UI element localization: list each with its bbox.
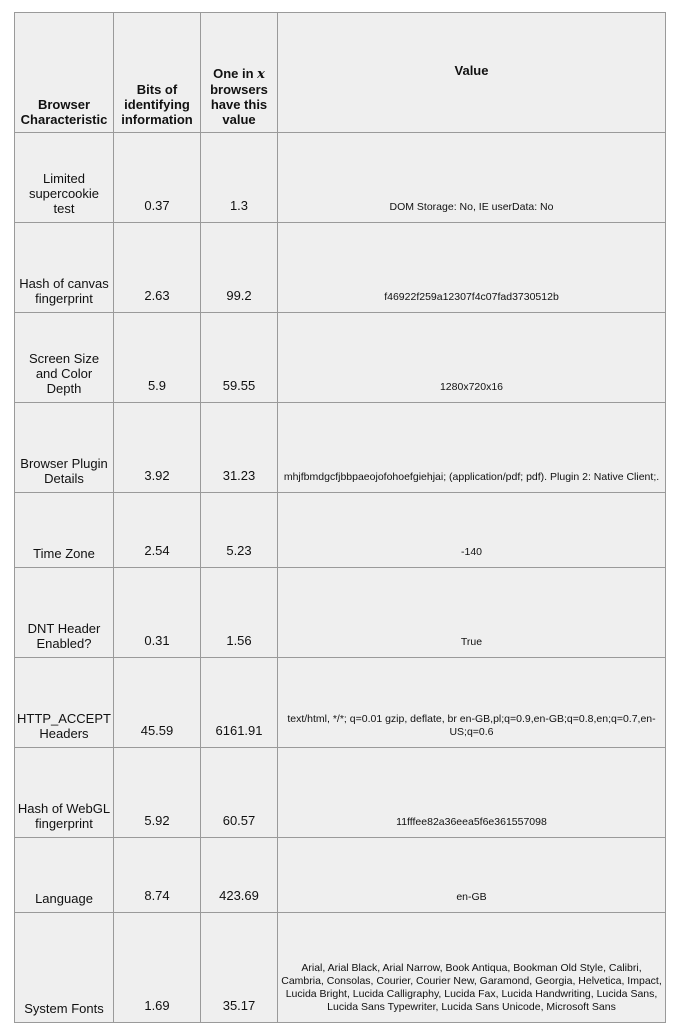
- row-bits: 5.9: [114, 313, 201, 403]
- table-row: [15, 133, 666, 223]
- row-bits: 45.59: [114, 658, 201, 748]
- row-bits: 5.92: [114, 748, 201, 838]
- table-row: [15, 748, 666, 838]
- table-row: [15, 493, 666, 568]
- row-value: mhjfbmdgcfjbbpaeojofohoefgiehjai; (application/pdf; pdf). Plugin 2: Native Client;.: [278, 403, 666, 493]
- row-value: True: [278, 568, 666, 658]
- row-value: text/html, */*; q=0.01 gzip, deflate, br en-GB,pl;q=0.9,en-GB;q=0.8,en;q=0.7,en-US;q=0.6: [278, 658, 666, 748]
- row-value: Arial, Arial Black, Arial Narrow, Book Antiqua, Bookman Old Style, Calibri, Cambria, Consolas, Courier, Courier New, Garamond, Georgia, Helvetica, Impact, Lucida Bright, Lucida Calligraphy, Lucida Fax, Lucida Handwriting, Lucida Sans, Lucida Sans Typewriter, Lucida Sans Unicode, Microsoft Sans: [278, 913, 666, 1023]
- row-value: en-GB: [278, 838, 666, 913]
- header-row: [15, 13, 666, 133]
- row-one-in-x: 1.3: [201, 133, 278, 223]
- row-value: f46922f259a12307f4c07fad3730512b: [278, 223, 666, 313]
- row-bits: 2.63: [114, 223, 201, 313]
- row-characteristic: Limited supercookie test: [15, 133, 114, 223]
- header-one-in-suffix: browsers have this value: [210, 82, 268, 127]
- row-one-in-x: 59.55: [201, 313, 278, 403]
- table-row: [15, 403, 666, 493]
- table-row: [15, 313, 666, 403]
- row-value: 1280x720x16: [278, 313, 666, 403]
- row-bits: 3.92: [114, 403, 201, 493]
- row-characteristic: Hash of WebGL fingerprint: [15, 748, 114, 838]
- header-one-in-x-browsers: [201, 13, 278, 133]
- row-one-in-x: 6161.91: [201, 658, 278, 748]
- table-row: [15, 658, 666, 748]
- header-browser-characteristic: Browser Characteristic: [15, 13, 114, 133]
- row-one-in-x: 31.23: [201, 403, 278, 493]
- row-one-in-x: 35.17: [201, 913, 278, 1023]
- row-characteristic: Language: [15, 838, 114, 913]
- row-characteristic: Hash of canvas fingerprint: [15, 223, 114, 313]
- header-x-variable: x: [257, 67, 265, 82]
- row-characteristic: System Fonts: [15, 913, 114, 1023]
- row-bits: 0.31: [114, 568, 201, 658]
- row-one-in-x: 1.56: [201, 568, 278, 658]
- table-row: [15, 223, 666, 313]
- row-characteristic: DNT Header Enabled?: [15, 568, 114, 658]
- header-bits-of-information: Bits of identifying information: [114, 13, 201, 133]
- row-one-in-x: 60.57: [201, 748, 278, 838]
- table-row: [15, 913, 666, 1023]
- row-one-in-x: 99.2: [201, 223, 278, 313]
- row-characteristic: HTTP_ACCEPT Headers: [15, 658, 114, 748]
- row-value: -140: [278, 493, 666, 568]
- header-one-in-prefix: One in: [213, 66, 254, 81]
- row-bits: 8.74: [114, 838, 201, 913]
- row-characteristic: Browser Plugin Details: [15, 403, 114, 493]
- row-value: 11fffee82a36eea5f6e361557098: [278, 748, 666, 838]
- row-one-in-x: 5.23: [201, 493, 278, 568]
- row-value: DOM Storage: No, IE userData: No: [278, 133, 666, 223]
- table-row: [15, 838, 666, 913]
- row-characteristic: Time Zone: [15, 493, 114, 568]
- row-bits: 1.69: [114, 913, 201, 1023]
- row-bits: 0.37: [114, 133, 201, 223]
- header-value: Value: [278, 13, 666, 133]
- row-one-in-x: 423.69: [201, 838, 278, 913]
- row-characteristic: Screen Size and Color Depth: [15, 313, 114, 403]
- fingerprint-table: [14, 12, 666, 1023]
- row-bits: 2.54: [114, 493, 201, 568]
- table-row: [15, 568, 666, 658]
